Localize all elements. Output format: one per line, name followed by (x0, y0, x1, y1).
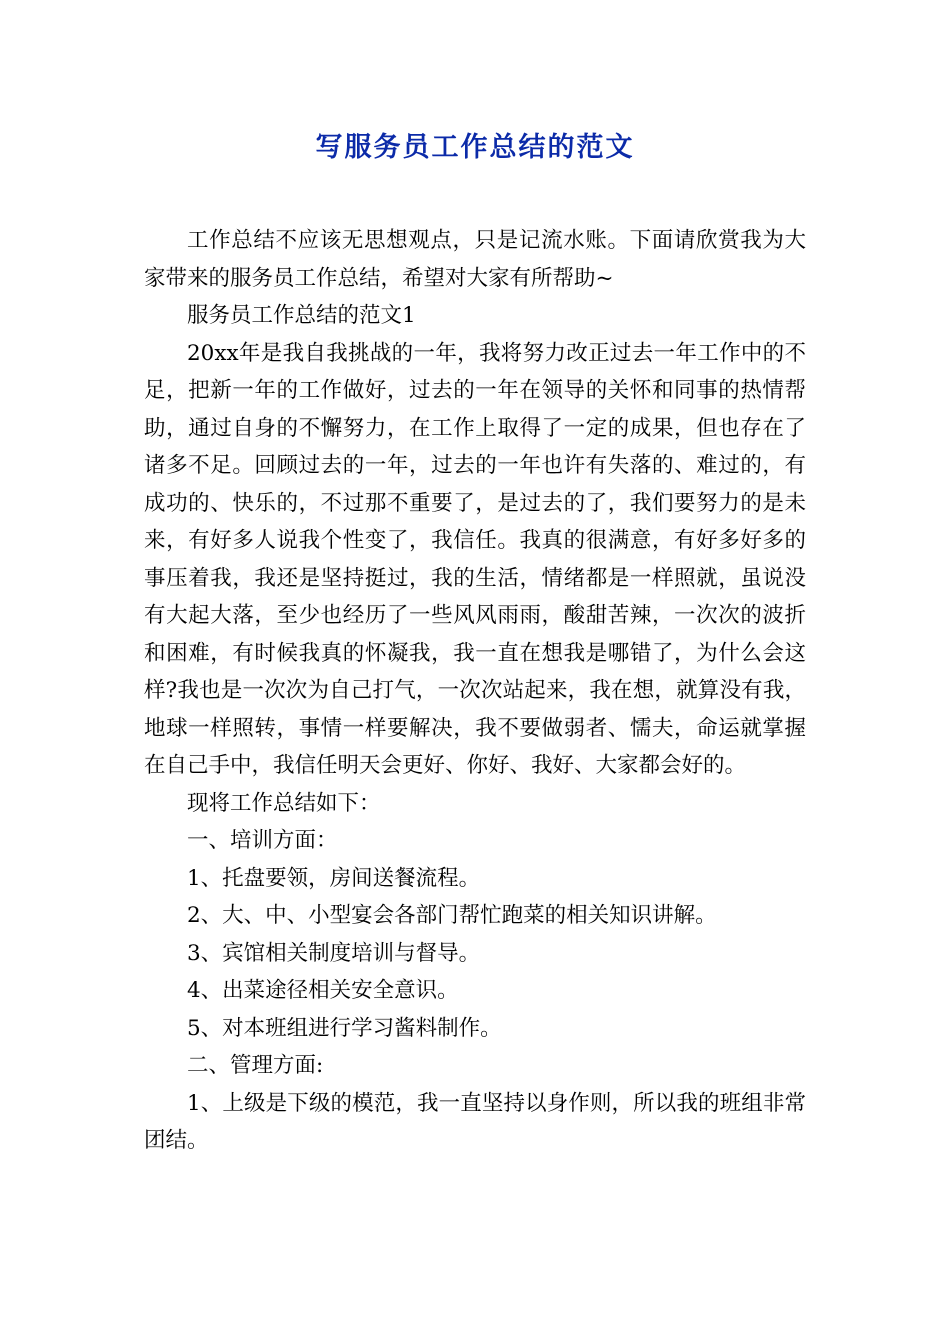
list-item: 2、大、中、小型宴会各部门帮忙跑菜的相关知识讲解。 (187, 903, 717, 928)
section-heading-training: 一、培训方面： (187, 828, 338, 853)
section-heading-management: 二、管理方面: (187, 1053, 324, 1078)
section-heading-sample-1: 服务员工作总结的范文1 (187, 303, 416, 328)
document-body (144, 222, 806, 1160)
summary-intro-line: 现将工作总结如下： (187, 790, 381, 816)
list-item: 1、托盘要领，房间送餐流程。 (187, 865, 481, 891)
list-item: 5、对本班组进行学习酱料制作。 (187, 1015, 502, 1041)
list-item: 4、出菜途径相关安全意识。 (187, 978, 459, 1003)
intro-paragraph: 工作总结不应该无思想观点，只是记流水账。下面请欣赏我为大家带来的服务员工作总结，希望对大家有所帮助~ (144, 228, 806, 291)
list-item: 3、宾馆相关制度培训与督导。 (187, 940, 481, 966)
list-item: 1、上级是下级的模范，我一直坚持以身作则，所以我的班组非常团结。 (144, 1090, 806, 1153)
body-paragraph: 20xx年是我自我挑战的一年，我将努力改正过去一年工作中的不足，把新一年的工作做好，过去的一年在领导的关怀和同事的热情帮助，通过自身的不懈努力，在工作上取得了一定的成果，但也存在了诸多不足。回顾过去的一年，过去的一年也许有失落的、难过的，有成功的、快乐的，不过那不重要了，是过去的了，我们要努力的是未来，有好多人说我个性变了，我信任。我真的很满意，有好多好多的事压着我，我还是坚持挺过，我的生活，情绪都是一样照就，虽说没有大起大落，至少也经历了一些风风雨雨，酸甜苦辣，一次次的波折和困难，有时候我真的怀凝我，我一直在想我是哪错了，为什么会这样?我也是一次次为自己打气，一次次站起来，我在想，就算没有我，地球一样照转，事情一样要解决，我不要做弱者、懦夫，命运就掌握在自己手中，我信任明天会更好、你好、我好、大家都会好的。 (144, 340, 806, 778)
document-title: 写服务员工作总结的范文 (315, 132, 635, 163)
